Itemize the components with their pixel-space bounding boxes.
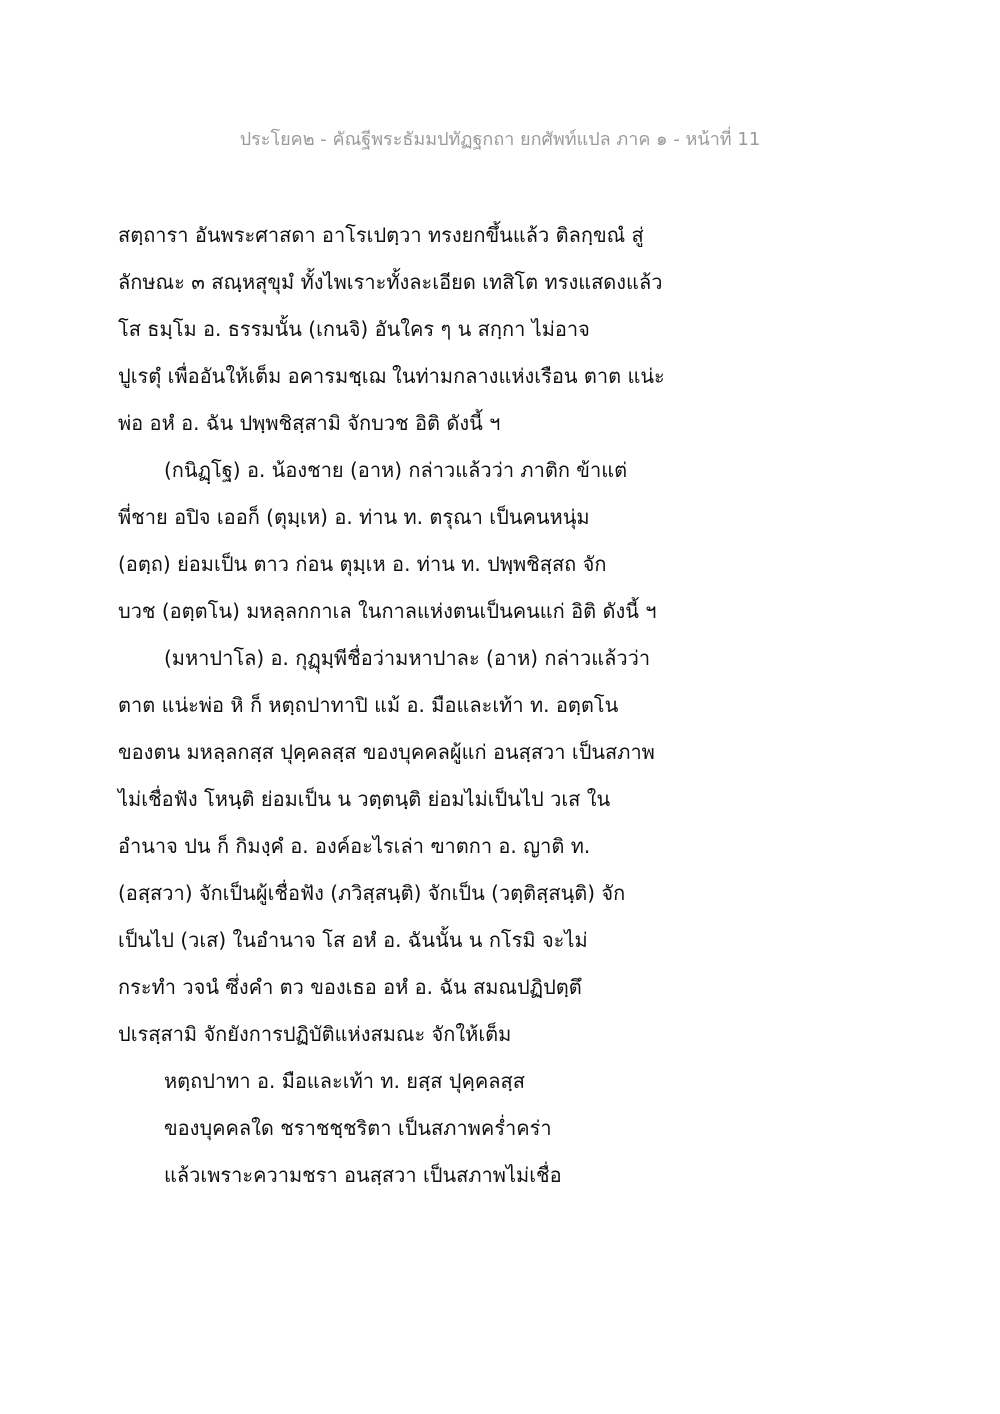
text-line-15: (อสฺสวา) จักเป็นผู้เชื่อฟัง (ภวิสฺสนฺติ) จักเป็น (วตฺติสฺสนฺติ) จัก bbox=[118, 881, 626, 905]
text-line-4: ปูเรตุํ เพื่ออันให้เต็ม อคารมชฺเฌ ในท่ามกลางแห่งเรือน ตาต แน่ะ bbox=[118, 364, 665, 388]
text-line-5: พ่อ อหํ อ. ฉัน ปพฺพชิสฺสามิ จักบวช อิติ ดังนี้ ฯ bbox=[118, 411, 501, 435]
verse-line-2: ของบุคคลใด ชราชชฺชริตา เป็นสภาพคร่ำคร่า bbox=[164, 1116, 552, 1140]
verse-line-3: แล้วเพราะความชรา อนสฺสวา เป็นสภาพไม่เชื่อ bbox=[164, 1163, 562, 1187]
text-line-3: โส ธมฺโม อ. ธรรมนั้น (เกนจิ) อันใคร ๆ น สกฺกา ไม่อาจ bbox=[118, 317, 590, 341]
text-line-12: ของตน มหลฺลกสฺส ปุคฺคลสฺส ของบุคคลผู้แก่ อนสฺสวา เป็นสภาพ bbox=[118, 740, 655, 764]
text-line-14: อำนาจ ปน ก็ กิมงฺคํ อ. องค์อะไรเล่า ฃาตกา อ. ญาติ ท. bbox=[118, 834, 591, 858]
text-line-17: กระทำ วจนํ ซึ่งคำ ตว ของเธอ อหํ อ. ฉัน สมณปฏิปตฺตึ bbox=[118, 975, 582, 999]
body-text bbox=[118, 212, 898, 1199]
text-line-8: (อตฺถ) ย่อมเป็น ตาว ก่อน ตุมฺเห อ. ท่าน ท. ปพฺพชิสฺสถ จัก bbox=[118, 552, 607, 576]
text-line-10: (มหาปาโล) อ. กุฏุมฺพีชื่อว่ามหาปาละ (อาห) กล่าวแล้วว่า bbox=[164, 646, 651, 670]
text-line-9: บวช (อตฺตโน) มหลฺลกกาเล ในกาลแห่งตนเป็นคนแก่ อิติ ดังนี้ ฯ bbox=[118, 599, 657, 623]
verse-line-1: หตฺถปาทา อ. มือและเท้า ท. ยสฺส ปุคฺคลสฺส bbox=[164, 1069, 525, 1093]
text-line-16: เป็นไป (วเส) ในอำนาจ โส อหํ อ. ฉันนั้น น กโรมิ จะไม่ bbox=[118, 928, 588, 952]
text-line-11: ตาต แน่ะพ่อ หิ ก็ หตฺถปาทาปิ แม้ อ. มือและเท้า ท. อตฺตโน bbox=[118, 693, 619, 717]
text-line-6: (กนิฏฺโฐ) อ. น้องชาย (อาห) กล่าวแล้วว่า ภาติก ข้าแต่ bbox=[164, 458, 628, 482]
text-line-13: ไม่เชื่อฟัง โหนฺติ ย่อมเป็น น วตฺตนฺติ ย่อมไม่เป็นไป วเส ใน bbox=[118, 787, 611, 811]
text-line-2: ลักษณะ ๓ สณฺหสุขุมํ ทั้งไพเราะทั้งละเอียด เทสิโต ทรงแสดงแล้ว bbox=[118, 270, 663, 294]
text-line-18: ปเรสฺสามิ จักยังการปฏิบัติแห่งสมณะ จักให้เต็ม bbox=[118, 1022, 512, 1046]
text-line-1: สตฺถารา อันพระศาสดา อาโรเปตฺวา ทรงยกขึ้นแล้ว ติลกฺขณํ สู่ bbox=[118, 223, 644, 247]
text-line-7: พี่ชาย อปิจ เออก็ (ตุมฺเห) อ. ท่าน ท. ตรุณา เป็นคนหนุ่ม bbox=[118, 505, 590, 529]
running-header: ประโยค๒ - คัณฐีพระธัมมปทัฏฐกถา ยกศัพท์แปล ภาค ๑ - หน้าที่ 11 bbox=[239, 129, 761, 150]
